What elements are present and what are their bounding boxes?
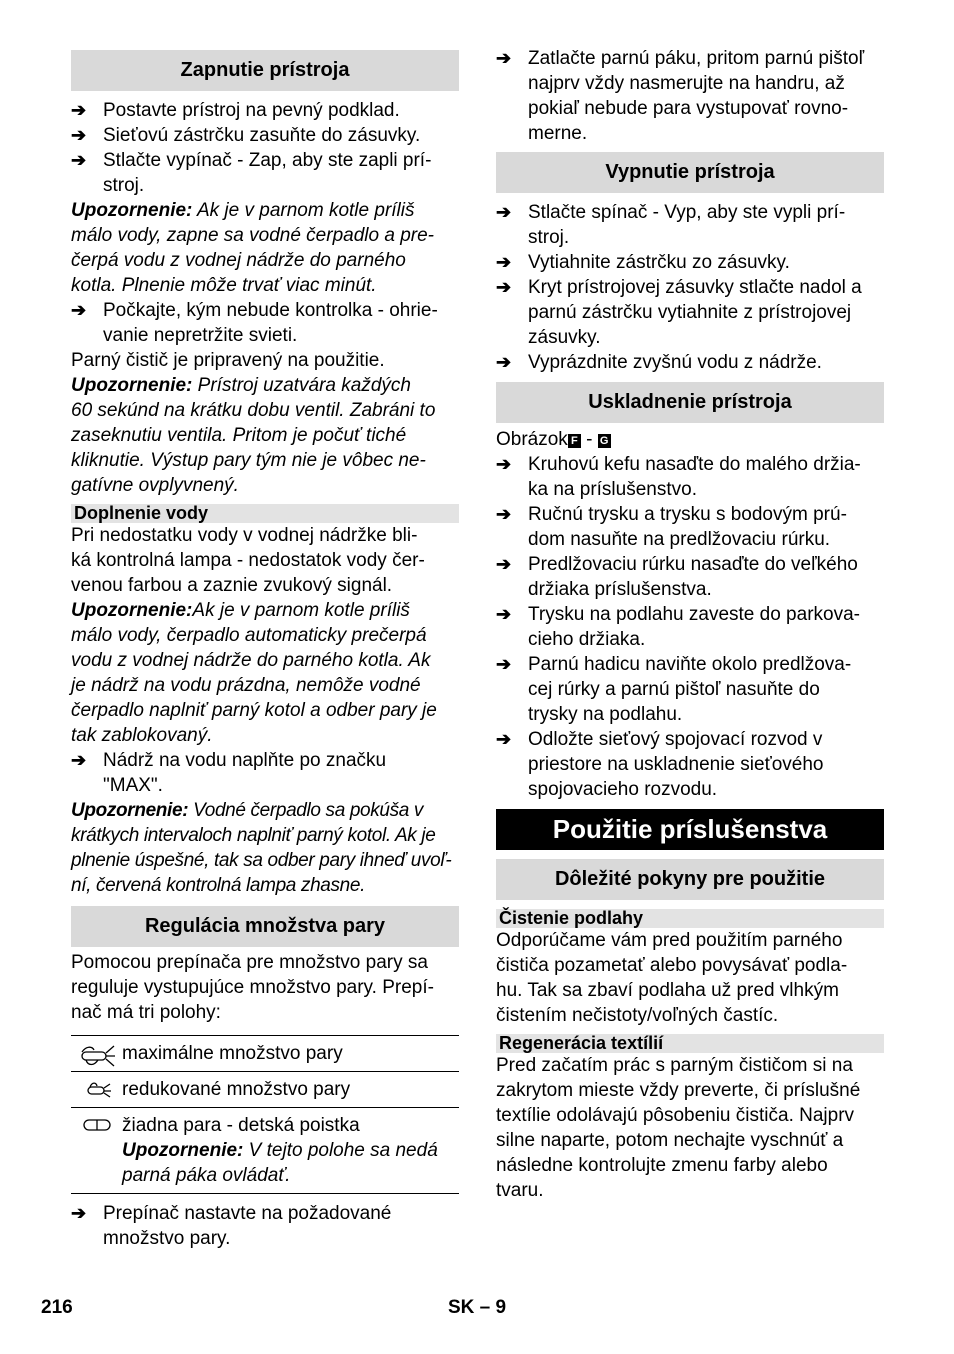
arrow-right-icon: ➔	[71, 100, 87, 120]
table-row: žiadna para - detská poistka Upozornenie: V tejto polohe sa nedá parná páka ovládať.	[71, 1108, 459, 1194]
table-row: maximálne množstvo pary	[71, 1036, 459, 1072]
left-column	[71, 50, 459, 1251]
note-paragraph: Upozornenie: Ak je v parnom kotle príliš málo vody, zapne sa vodné čerpadlo a pre- čerpá vodu z vodnej nádrže do parného kotla. Plnenie môže trvať viac minút.	[71, 200, 434, 296]
paragraph: Pred začatím prác s parným čističom si na zakrytom mieste vždy preverte, či príslušné textílie odolávajú pôsobeniu čističa. Najprv silne naparte, potom nechajte vyschnúť a následne kontrolujte zmenu farby alebo tvaru.	[496, 1055, 861, 1201]
heading-regulacia: Regulácia množstva pary	[71, 906, 459, 947]
list-item: ➔ Ručnú trysku a trysku s bodovým prú- dom nasuňte na predlžovaciu rúrku.	[496, 504, 847, 550]
arrow-right-icon: ➔	[496, 352, 512, 372]
section-marker: SK – 9	[448, 1297, 507, 1318]
note-paragraph: Upozornenie: Prístroj uzatvára každých 60 sekúnd na krátku dobu ventil. Zabráni to zaseknutiu ventila. Pritom je počuť tiché kliknutie. Výstup pary tým nie je vôbec ne- gatívne ovplyvnený.	[71, 375, 436, 496]
main-heading: Použitie príslušenstva	[496, 809, 884, 850]
arrow-right-icon: ➔	[496, 604, 512, 624]
arrow-right-icon: ➔	[496, 554, 512, 574]
list-item: ➔ Parnú hadicu naviňte okolo predlžova- cej rúrky a parnú pištoľ nasuňte do trysky na podlahu.	[496, 654, 852, 725]
arrow-right-icon: ➔	[496, 654, 512, 674]
arrow-right-icon: ➔	[71, 1203, 87, 1223]
heading-uskladnenie: Uskladnenie prístroja	[496, 382, 884, 423]
arrow-right-icon: ➔	[496, 48, 512, 68]
paragraph: Pomocou prepínača pre množstvo pary sa reguluje vystupujúce množstvo pary. Prepí- nač má tri polohy:	[71, 952, 434, 1023]
list-item: ➔ Stlačte spínač - Vyp, aby ste vypli prí- stroj.	[496, 202, 846, 248]
list-item: ➔ Nádrž na vodu naplňte po značku "MAX".	[71, 750, 387, 796]
list-item: ➔ Predlžovaciu rúrku nasaďte do veľkého držiaka príslušenstva.	[496, 554, 858, 600]
arrow-right-icon: ➔	[496, 454, 512, 474]
paragraph: Odporúčame vám pred použitím parného čističa pozametať alebo povysávať podla- hu. Tak sa zbaví podlaha už pred vlhkým čistením nečistoty/voľných častíc.	[496, 930, 848, 1026]
arrow-right-icon: ➔	[71, 125, 87, 145]
page-number: 216	[41, 1297, 73, 1318]
list-item: ➔ Kruhovú kefu nasaďte do malého držia- ka na príslušenstvo.	[496, 454, 861, 500]
steam-reduced-icon	[71, 1072, 122, 1107]
arrow-right-icon: ➔	[496, 729, 512, 749]
arrow-right-icon: ➔	[496, 252, 512, 272]
list-item: ➔ Vytiahnite zástrčku zo zásuvky.	[496, 252, 790, 273]
heading-doplnenie: Doplnenie vody	[71, 504, 459, 523]
figure-f-label: F	[568, 434, 581, 448]
heading-regeneracia: Regenerácia textílií	[496, 1034, 884, 1053]
list-item: ➔ Kryt prístrojovej zásuvky stlačte nadol a parnú zástrčku vytiahnite z prístrojovej zásuvky.	[496, 277, 862, 348]
paragraph: Pri nedostatku vody v vodnej nádržke bli- ká kontrolná lampa - nedostatok vody čer- venou farbou a zaznie zvukový signál.	[71, 525, 425, 596]
list-item: ➔ Stlačte vypínač - Zap, aby ste zapli prí- stroj.	[71, 150, 432, 196]
arrow-right-icon: ➔	[496, 504, 512, 524]
steam-off-icon	[71, 1108, 122, 1193]
arrow-right-icon: ➔	[71, 750, 87, 770]
figure-reference: Obrázok F - G	[496, 427, 884, 452]
list-item: ➔ Sieťovú zástrčku zasuňte do zásuvky.	[71, 125, 421, 146]
list-item: ➔ Postavte prístroj na pevný podklad.	[71, 100, 400, 121]
right-column	[496, 50, 884, 1203]
table-row: redukované množstvo pary	[71, 1072, 459, 1108]
list-item: ➔ Vyprázdnite zvyšnú vodu z nádrže.	[496, 352, 822, 373]
note-paragraph: Upozornenie: Vodné čerpadlo sa pokúša v krátkych intervaloch naplniť parný kotol. Ak je plnenie úspešné, tak sa odber pary ihneď uvoľ- ní, červená kontrolná lampa zhasne.	[71, 800, 452, 896]
arrow-right-icon: ➔	[71, 300, 87, 320]
heading-zapnutie: Zapnutie prístroja	[71, 50, 459, 91]
list-item: ➔ Odložte sieťový spojovací rozvod v priestore na uskladnenie sieťového spojovacieho rozvodu.	[496, 729, 824, 800]
steam-max-icon	[71, 1036, 122, 1071]
heading-cistenie: Čistenie podlahy	[496, 909, 884, 928]
heading-vypnutie: Vypnutie prístroja	[496, 152, 884, 193]
figure-g-label: G	[598, 434, 611, 448]
arrow-right-icon: ➔	[496, 202, 512, 222]
heading-pokyny: Dôležité pokyny pre použitie	[496, 859, 884, 900]
ready-text: Parný čistič je pripravený na použitie.	[71, 350, 385, 371]
arrow-right-icon: ➔	[496, 277, 512, 297]
list-item: ➔ Zatlačte parnú páku, pritom parnú pištoľ najprv vždy nasmerujte na handru, až pokiaľ nebude para vystupovať rovno- merne.	[496, 48, 865, 144]
steam-level-table	[71, 1035, 459, 1194]
note-paragraph: Upozornenie:Ak je v parnom kotle príliš málo vody, čerpadlo automaticky prečerpá vodu z vodnej nádrže do parného kotla. Ak je nádrž na vodu prázdna, nemôže vodné čerpadlo naplniť parný kotol a odber pary je tak zablokovaný.	[71, 600, 437, 746]
arrow-right-icon: ➔	[71, 150, 87, 170]
list-item: ➔ Počkajte, kým nebude kontrolka - ohrie- vanie nepretržite svieti.	[71, 300, 438, 346]
list-item: ➔ Trysku na podlahu zaveste do parkova- cieho držiaka.	[496, 604, 860, 650]
list-item: ➔ Prepínač nastavte na požadované množstvo pary.	[71, 1203, 392, 1249]
